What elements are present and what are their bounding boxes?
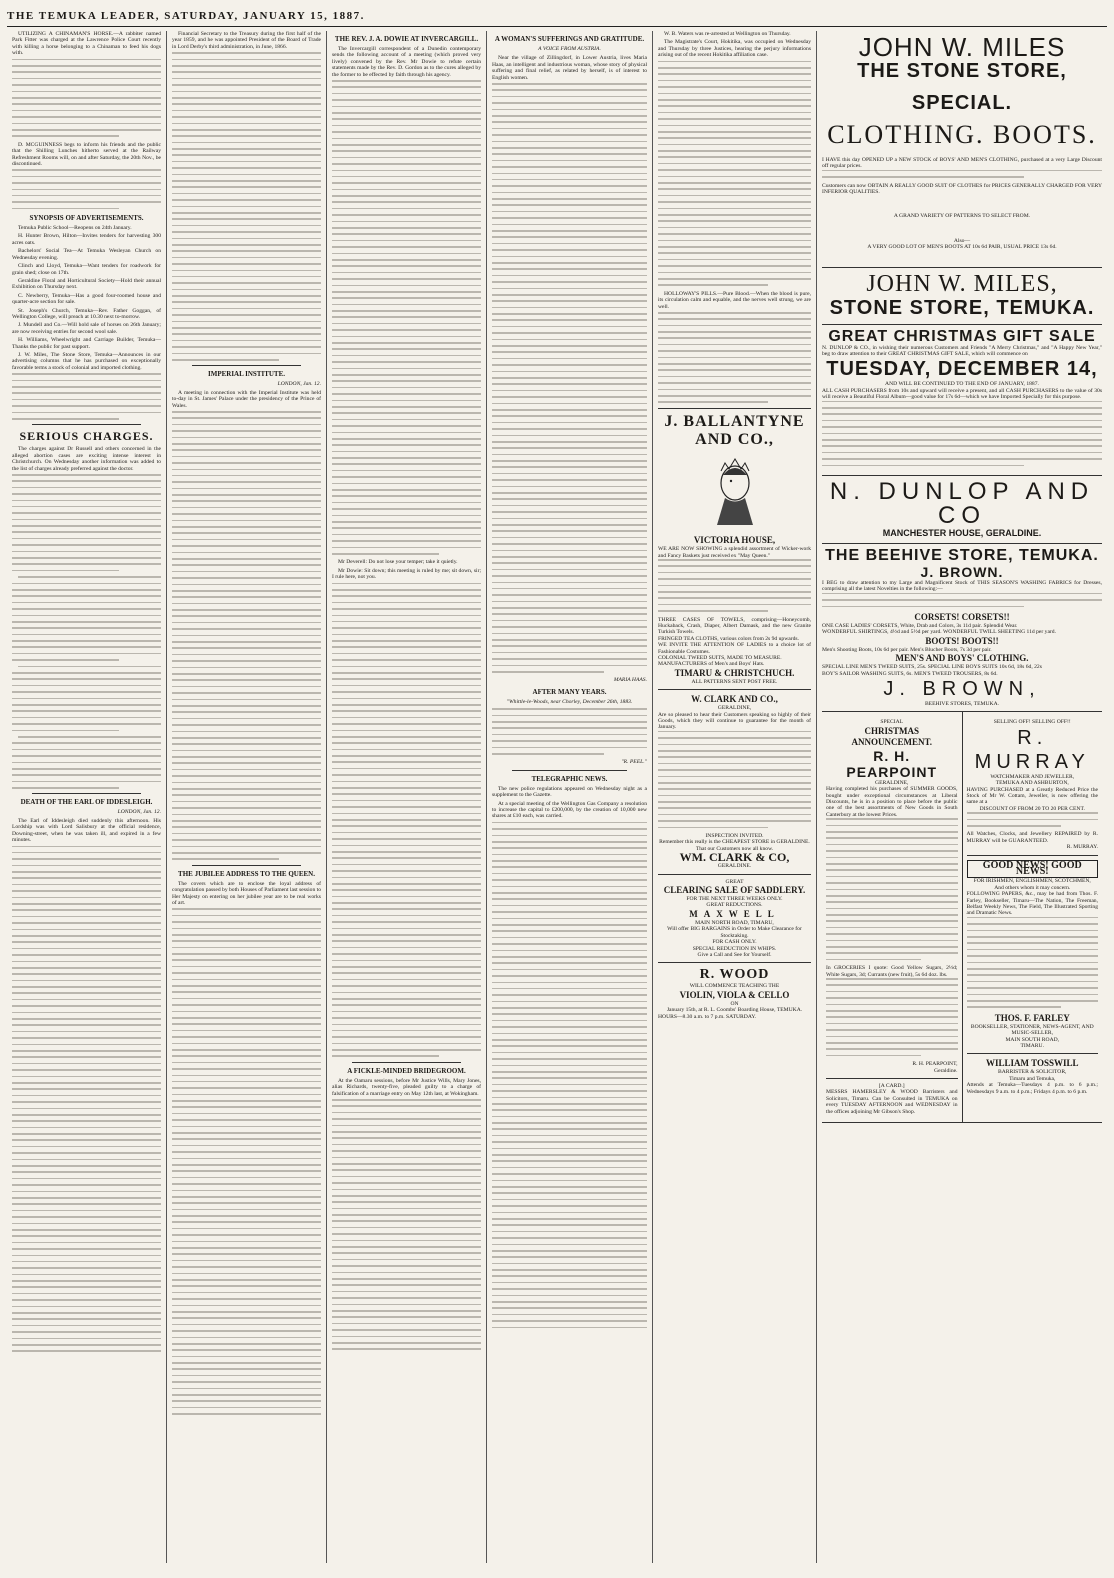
signature-maria-haas: MARIA HAAS. (613, 677, 647, 684)
wood-date: January 15th, at R. L. Coombs' Boarding House, TEMUKA. (666, 1007, 803, 1014)
murray-text-2: All Watches, Clocks, and Jewellery REPAIRED by R. MURRAY will be GUARANTEED. (966, 831, 1098, 844)
miles-store-2: STONE STORE, TEMUKA. (829, 296, 1095, 319)
hamersley-wood-card (826, 1079, 958, 1119)
lower-adverts-left (822, 712, 963, 1122)
saddlery-offer: Will offer BIG BARGAINS in Order to Make Clearance for Stocktaking. (667, 926, 802, 939)
lead-paragraph-2: The Magistrate's Court, Hokitika, was occupied on Wednesday and Thursday by three Justices, hearing the perjury informations arising out of the recent Hokitika affiliation case. (658, 39, 811, 59)
lead-paragraph: Financial Secretary to the Treasury during the first half of the year 1859, and he was appointed President of the Board of Trade in Lord Derby's third administration, in June, 1866. (172, 31, 321, 50)
good-news-advert (967, 856, 1099, 1055)
ballantyne-towns: TIMARU & CHRISTCHUCH. (674, 667, 795, 678)
beehive-clothing-text: SPECIAL LINE MEN'S TWEED SUITS, 25s. SPECIAL LINE BOYS SUITS 10s 6d, 18s 6d, 22s (822, 664, 1042, 671)
good-news-for: FOR IRISHMEN, ENGLISHMEN, SCOTCHMEN, (973, 878, 1091, 885)
lower-adverts-right (963, 712, 1103, 1122)
beehive-clothing: MEN'S AND BOYS' CLOTHING. (895, 653, 1029, 664)
lead-paragraph-2: D. MCGUINNESS begs to inform his friends and the public that the Shilling Lunches hitherto served at the Railway Refreshment Rooms will, on and after Saturday, the 20th Nov., be discontinued. (12, 141, 161, 167)
clark-head: W. CLARK AND CO., (691, 694, 778, 705)
miles-boots: A VERY GOOD LOT OF MEN'S BOOTS AT 10s 6d PAIR, USUAL PRICE 13s 6d. (867, 244, 1057, 251)
clark-invite: INSPECTION INVITED. (705, 833, 764, 840)
queen-portrait-icon (705, 453, 765, 529)
synopsis-item: J. W. Miles, The Stone Store, Temuka—Announces in our advertising columns that he has purchased on exceptionally favorable terms a stock of colonial and imported clothing. (12, 351, 161, 371)
saddlery-call: Give a Call and See for Yourself. (697, 951, 772, 958)
imperial-institute-title: IMPERIAL INSTITUTE. (207, 370, 286, 379)
farley-trade: BOOKSELLER, STATIONER, NEWS-AGENT, AND MUSIC-SELLER, (970, 1023, 1094, 1037)
farley-address: MAIN SOUTH ROAD, (1005, 1036, 1060, 1043)
death-title: DEATH OF THE EARL OF IDDESLEIGH. (20, 798, 153, 807)
synopsis-item: Geraldine Floral and Horticultural Society—Hold their annual Exhibition on Thursday next. (12, 277, 161, 291)
farley-town: TIMARU. (1020, 1042, 1044, 1049)
miles-text: I HAVE this day OPENED UP a NEW STOCK of BOYS' AND MEN'S CLOTHING, purchased at a very Large Discount off regular prices. (822, 157, 1102, 170)
ballantyne-advert (658, 408, 811, 690)
murray-text: HAVING PURCHASED at a Greatly Reduced Price the Stock of Mr W. Cottam, Jeweller, is now offering the same at a (966, 786, 1098, 806)
tosswill-place: Timaru and Temuka, (1009, 1075, 1056, 1082)
saddlery-whips: SPECIAL REDUCTION IN WHIPS. (692, 945, 777, 952)
masthead (7, 6, 1107, 27)
beehive-owner: J. BROWN. (920, 563, 1004, 580)
dowie-text: The Invercargill correspondent of a Dunedin contemporary sends the following account of a meeting (which proved very lively) convened by the Rev. Mr Dowie to refute certain statements made by the Rev. D. Gordon as to the cures alleged by the former to be effected by faith through his agency. (332, 46, 481, 78)
death-text: The Earl of Iddesleigh died suddenly this afternoon. His Lordship was with Lord Salisbury at the official residence, Downing-street, when he was taken ill, and expired in a few minutes. (12, 817, 161, 844)
clark-cheap: Remember this really is the CHEAPEST STORE in GERALDINE. (659, 839, 810, 846)
jubilee-address-title: THE JUBILEE ADDRESS TO THE QUEEN. (178, 869, 315, 878)
synopsis-item: H. Hunter Brown, Hilton—Invites tenders for harvesting 300 acres oats. (12, 233, 161, 246)
ballantyne-suits: COLONIAL TWEED SUITS, MADE TO MEASURE. (658, 654, 782, 661)
miles-store: THE STONE STORE, (857, 60, 1067, 82)
synopsis-item: H. Williams, Wheelwright and Carriage Builder, Temuka—Thanks the public for past support. (12, 337, 161, 350)
miles-goods: CLOTHING. BOOTS. (827, 120, 1097, 149)
imperial-text: A meeting in connection with the Imperial Institute was held to-day in St. James' Palace under the presidency of the Prince of Wales. (172, 389, 321, 409)
tosswill-advert (967, 1054, 1099, 1099)
beehive-trousers: BOY'S SAILOR WASHING SUITS, 6s. MEN'S TWEED TROUSERS, 8s 6d. (822, 670, 998, 677)
beehive-text: I BEG to draw attention to my Large and Magnificent Stock of THIS SEASON'S WASHING FABRICS for Dresses, comprising all the latest Novelties in the following:— (822, 579, 1102, 593)
death-dateline: LONDON, Jan. 12. (117, 809, 161, 816)
gift-sale-date: TUESDAY, DECEMBER 14, (826, 358, 1098, 381)
saddlery-advert (658, 875, 811, 964)
synopsis-title: SYNOPSIS OF ADVERTISEMENTS. (29, 214, 144, 223)
masthead-title: THE TEMUKA LEADER, SATURDAY, JANUARY 15, 1887. (7, 10, 365, 22)
beehive-boots-text: Men's Shooting Boots, 10s 6d per pair. Men's Blucher Boots, 7s 3d per pair. (822, 646, 992, 653)
clark-thanks: That our Customers now all know. (695, 845, 774, 852)
dowie-dialogue: Mr Deverell: Do not lose your temper; take it quietly. (338, 559, 458, 566)
pearpoint-signature-place: Geraldine. (934, 1067, 958, 1074)
dowie-dialogue: Mr Dowie: Sit down; this meeting is ruled by me; sit down, sir; I rule here, not you. (332, 567, 481, 581)
clark-place: GERALDINE, (717, 705, 752, 712)
pearpoint-groceries: In GROCERIES I quote: Good Yellow Sugars, 2½d; White Sugars, 3d; Currants (new fruit), 5s 6d doz. lbs. (826, 965, 958, 978)
pearpoint-advert (826, 715, 958, 1079)
saddlery-reductions: GREAT REDUCTIONS. (706, 902, 763, 909)
beehive-boots: BOOTS! BOOTS!! (925, 635, 999, 646)
murray-signature: R. MURRAY. (1066, 844, 1098, 851)
clark-text: Are so pleased to hear their Customers speaking so highly of their Goods, which they will continue to guarantee for the month of January. (658, 711, 811, 731)
column-6-advertisements (817, 31, 1107, 1563)
saddlery-cash: FOR CASH ONLY. (712, 939, 757, 946)
telegraphic-text-2: At a special meeting of the Wellington Gas Company a resolution to increase the capital to £200,000, by the creation of 10,000 new shares at £10 each, was carried. (492, 800, 647, 820)
pearpoint-place: GERALDINE, (875, 779, 909, 786)
jubilee-text: The covers which are to enclose the loyal address of congratulation passed by both Houses of Parliament last session to Her Majesty on entering on her jubilee year are to be real works of art. (172, 880, 321, 906)
serious-charges-title: SERIOUS CHARGES. (19, 429, 154, 444)
synopsis-item: Bachelors' Social Tea—At Temuka Wesleyan Church on Wednesday evening. (12, 248, 161, 261)
lead-paragraph: UTILIZING A CHINAMAN'S HORSE.—A rabbiter named Park Fitter was charged at the Lawrence Police Court recently with killing a horse belonging to a Chinaman to feed his dogs with. (12, 31, 161, 57)
ballantyne-cloths: FRINGED TEA CLOTHS, various colors from 2s 9d upwards. (658, 635, 799, 642)
pearpoint-name: R. H. PEARPOINT (846, 747, 938, 780)
imperial-dateline: LONDON, Jan. 12. (277, 381, 321, 388)
clark-advert (658, 690, 811, 875)
bridegroom-title: A FICKLE-MINDED BRIDEGROOM. (347, 1066, 466, 1075)
murray-discount: DISCOUNT OF FROM 20 TO 20 PER CENT. (979, 805, 1085, 812)
beehive-advert (822, 544, 1102, 712)
clark-place-2: GERALDINE. (717, 863, 752, 870)
column-3 (327, 31, 487, 1563)
telegraphic-news-title: TELEGRAPHIC NEWS. (531, 774, 608, 783)
miles-advert-2 (822, 268, 1102, 325)
miles-advert (822, 31, 1102, 268)
beehive-signature-place: BEEHIVE STORES, TEMUKA. (924, 700, 1000, 707)
synopsis-item: Temuka Public School—Reopens on 24th January. (18, 225, 132, 232)
after-many-years-title: AFTER MANY YEARS. (532, 687, 607, 696)
synopsis-item: J. Mundell and Co.—Will hold sale of horses on 26th January; are now receiving entries for second wool sale. (12, 322, 161, 335)
good-news-text: FOLLOWING PAPERS, &c., may be had from Thos. F. Farley, Bookseller, Timaru—The Nation, The Freeman, Belfast Weekly News, The Field, The Illustrated Sporting and Dramatic News. (966, 891, 1098, 917)
ballantyne-name: J. BALLANTYNE (664, 412, 805, 430)
serious-charges-text: The charges against Dr Russell and others concerned in the alleged abortion cases are exciting intense interest in Christchurch. On Wednesday another information was added to the list of charges already preferred against the doctor. (12, 446, 161, 472)
dunlop-house: MANCHESTER HOUSE, GERALDINE. (882, 527, 1042, 538)
miles-name-2: JOHN W. MILES, (866, 270, 1058, 297)
columns (7, 31, 1107, 1563)
miles-text-2: Customers can now OBTAIN A REALLY GOOD SUIT OF CLOTHES for PRICES GENERALLY CHARGED FOR VERY INFERIOR QUALITIES. (822, 182, 1102, 195)
telegraphic-text: The new police regulations appeared on Wednesday night as a supplement to the Gazette. (492, 785, 647, 799)
ballantyne-invite: WE INVITE THE ATTENTION OF LADIES to a choice lot of Fashionable Costumes. (658, 642, 811, 655)
gift-sale-text: N. DUNLOP & CO., in wishing their numerous Customers and Friends "A Merry Christmas," and "A Happy New Year," beg to draw attention to their GREAT CHRISTMAS GIFT SALE, which will commence on (822, 344, 1102, 358)
card-label: [A CARD.] (878, 1082, 905, 1089)
column-5 (653, 31, 817, 1563)
gift-sale-continued: AND WILL BE CONTINUED TO THE END OF JANUARY, 1887. (885, 381, 1039, 388)
ballantyne-hats: MANUFACTURERS of Men's and Boys' Hats. (658, 661, 765, 668)
ballantyne-towels: THREE CASES OF TOWELS, comprising—Honeycomb, Huckaback, Crash, Diaper, Albert Damask, and the new Granite Turkish Towels. (658, 616, 811, 636)
womans-sufferings-text: Near the village of Zillingdorf, in Lower Austria, lives Maria Haas, an intelligent and industrious woman, whose story of physical suffering and final relief, as related by herself, is of interest to English women. (492, 55, 647, 81)
pearpoint-text: Having completed his purchases of SUMMER GOODS, bought under exceptional circumstances at Liberal Discounts, he is in a position to place before the public one of the best assortments of New Goods in South Canterbury at the lowest Prices. (826, 786, 958, 818)
tosswill-name: WILLIAM TOSSWILL (986, 1058, 1079, 1069)
column-4 (487, 31, 653, 1563)
dowie-title: THE REV. J. A. DOWIE AT INVERCARGILL. (334, 35, 479, 43)
saddlery-maxwell: MAXWELL (689, 908, 780, 919)
saddlery-head: CLEARING SALE OF SADDLERY. (663, 885, 806, 896)
gift-sale-head: GREAT CHRISTMAS GIFT SALE (828, 327, 1096, 345)
saddlery-weeks: FOR THE NEXT THREE WEEKS ONLY. (686, 896, 783, 903)
miles-special: SPECIAL. (911, 92, 1013, 114)
murray-advert (967, 715, 1099, 855)
beehive-signature: J. BROWN, (883, 677, 1041, 700)
synopsis-item: Clinch and Lloyd, Temuka—Want tenders for roadwork for grain shed; close on 17th. (12, 263, 161, 276)
after-many-years-dateline: "Whittle-le-Woods, near Chorley, December 26th, 1883. (506, 698, 633, 705)
womans-sufferings-title: A WOMAN'S SUFFERINGS AND GRATITUDE. (494, 35, 645, 43)
beehive-shirting: WONDERFUL SHIRTINGS, 4½d and 5½d per yard. WONDERFUL TWILL SHEETING 11d per yard. (822, 629, 1056, 636)
signature-peel: "R. PEEL." (621, 759, 647, 766)
victoria-house: VICTORIA HOUSE, (693, 535, 776, 546)
good-news-others: And others whom it may concern. (994, 884, 1071, 891)
card-text: MESSRS HAMERSLEY & WOOD Barristers and Solicitors, Timaru. Can be Consulted in TEMUKA on every TUESDAY AFTERNOON and WEDNESDAY in the offices adjoining Mr Gibson's Shop. (826, 1089, 958, 1115)
beehive-corsets: CORSETS! CORSETS!! (914, 611, 1010, 622)
womans-sufferings-subtitle: A VOICE FROM AUSTRIA. (538, 46, 601, 52)
ballantyne-free: ALL PATTERNS SENT POST FREE. (691, 678, 778, 685)
wood-teach: WILL COMMENCE TEACHING THE (689, 983, 780, 990)
ballantyne-text: WE ARE NOW SHOWING a splendid assortment of Wicker-work and Fancy Baskets just received ex "May Queen." (658, 546, 811, 559)
synopsis-item: St. Joseph's Church, Temuka—Rev. Father Goggan, of Wellington College, will preach at 10.30 next to-morrow. (12, 307, 161, 320)
pearpoint-special: SPECIAL (880, 719, 904, 726)
saddlery-address: MAIN NORTH ROAD, TIMARU, (695, 919, 774, 926)
murray-place: TEMUKA AND ASHBURTON, (995, 780, 1069, 787)
clark-name: WM. CLARK & CO, (679, 850, 790, 865)
lower-adverts (822, 712, 1102, 1123)
murray-selling: SELLING OFF! SELLING OFF!! (993, 719, 1071, 726)
good-news-head: GOOD NEWS! GOOD NEWS! (967, 860, 1099, 879)
beehive-corsets-text: ONE CASE LADIES' CORSETS, White, Drab and Colors, 3s 11d pair. Splendid Wear. (822, 622, 1018, 629)
wood-on: ON (730, 1000, 739, 1007)
holloway-pills-text: HOLLOWAY'S PILLS.—Pure Blood.—When the blood is pure, its circulation calm and equable, and the nerves well strung, we are well. (658, 290, 811, 310)
wood-hours: HOURS—8.30 a.m. to 7 p.m. SATURDAY. (658, 1013, 757, 1020)
column-2 (167, 31, 327, 1563)
newspaper-page (7, 6, 1107, 1566)
wood-name: R. WOOD (699, 967, 770, 983)
miles-name: JOHN W. MILES (858, 32, 1066, 62)
murray-trade: WATCHMAKER AND JEWELLER, (990, 773, 1075, 780)
synopsis-item: C. Newberry, Temuka—Has a good four-roomed house and quarter-acre section for sale. (12, 292, 161, 306)
gift-sale-text-2: ALL CASH PURCHASERS from 10s and upward will receive a present, and all CASH PURCHASERS to the value of 30s will receive a Beautiful Floral Album—good value for 17s 6d—which we have Imported Specially for this purpose. (822, 387, 1102, 401)
beehive-name: THE BEEHIVE STORE, TEMUKA. (825, 546, 1099, 564)
column-1 (7, 31, 167, 1563)
pearpoint-head: CHRISTMAS ANNOUNCEMENT. (851, 725, 933, 747)
tosswill-trade: BARRISTER & SOLICITOR, (998, 1069, 1067, 1076)
wood-advert (658, 963, 811, 1024)
wood-instruments: VIOLIN, VIOLA & CELLO (679, 989, 790, 1000)
saddlery-great: GREAT (725, 878, 744, 885)
dunlop-name: N. DUNLOP AND CO (829, 477, 1095, 529)
miles-also: Also— (953, 237, 971, 244)
bridegroom-text: At the Oamaru sessions, before Mr Justice Wills, Mary Jones, alias Richards, twenty-five, pleaded guilty to a charge of falsification of a marriage entry on May 12th last, at Wokingham. (332, 1077, 481, 1097)
dunlop-advert (822, 476, 1102, 544)
tosswill-text: Attends at Temuka—Tuesdays 4 p.m. to 6 p.m.; Wednesdays 9 a.m. to 4 p.m.; Fridays 4 p.m. to 6 p.m. (966, 1082, 1098, 1095)
ballantyne-name-2: AND CO., (695, 430, 774, 448)
murray-name: R. MURRAY (974, 726, 1090, 773)
pearpoint-signature: R. H. PEARPOINT, (912, 1061, 958, 1068)
christmas-gift-sale-advert (822, 325, 1102, 476)
miles-variety: A GRAND VARIETY OF PATTERNS TO SELECT FROM. (893, 213, 1031, 220)
lead-paragraph: W. B. Waters was re-arrested at Wellington on Thursday. (664, 31, 791, 37)
farley-name: THOS. F. FARLEY (994, 1012, 1070, 1023)
